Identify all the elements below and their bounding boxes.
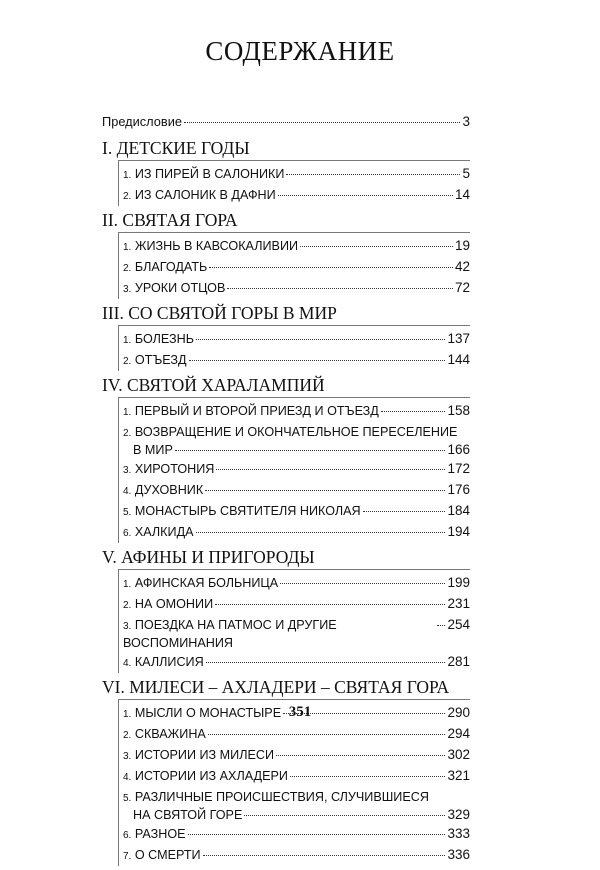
toc-item-label <box>123 826 186 844</box>
toc-item-text: КАЛЛИСИЯ <box>134 654 204 669</box>
toc-item-number: 2. <box>123 262 132 274</box>
toc-item-number: 4. <box>123 771 132 783</box>
toc-item <box>123 594 470 615</box>
toc-item <box>123 480 470 501</box>
toc-section-items <box>118 397 470 543</box>
dot-leader <box>196 532 446 533</box>
toc-item-label <box>123 331 194 349</box>
toc-item <box>123 236 470 257</box>
toc-item-number: 1. <box>123 406 132 418</box>
dot-leader <box>206 662 446 663</box>
toc-item-label <box>123 166 284 184</box>
dot-leader <box>437 625 445 626</box>
toc-item-text: ИЗ ПИРЕЙ В САЛОНИКИ <box>134 166 285 181</box>
toc-item <box>123 766 470 787</box>
toc-item-label <box>123 726 206 744</box>
toc-item <box>123 278 470 299</box>
toc-item-label-line1 <box>123 422 470 442</box>
toc-item-page: 176 <box>447 481 470 497</box>
dot-leader <box>280 583 445 584</box>
toc-item-number: 2. <box>123 729 132 741</box>
toc-item <box>123 350 470 371</box>
toc-item-label <box>123 617 435 651</box>
toc-item-text: БЛАГОДАТЬ <box>134 259 208 274</box>
toc-section-title: III. СО СВЯТОЙ ГОРЫ В МИР <box>102 303 337 323</box>
toc-preface-row <box>102 114 470 130</box>
toc-item-row <box>123 807 470 825</box>
toc-item-label <box>123 524 194 542</box>
toc-section-items <box>118 232 470 299</box>
toc-section-items <box>118 160 470 206</box>
toc-item-label <box>123 280 225 298</box>
toc-item-page: 137 <box>447 330 470 346</box>
toc-item <box>123 185 470 206</box>
toc-item-page: 294 <box>447 725 470 741</box>
toc-item-row <box>123 185 470 206</box>
dot-leader <box>381 411 446 412</box>
dot-leader <box>189 360 446 361</box>
dot-leader <box>175 450 446 451</box>
page-number: 351 <box>288 704 312 720</box>
toc-item <box>123 787 470 824</box>
toc-item <box>123 422 470 459</box>
dot-leader <box>203 855 446 856</box>
toc-item-page: 329 <box>447 806 470 822</box>
toc-item-number: 6. <box>123 527 132 539</box>
toc-section-title: V. АФИНЫ И ПРИГОРОДЫ <box>102 547 315 567</box>
toc-item <box>123 573 470 594</box>
toc-item-label <box>123 596 213 614</box>
toc-item-page: 144 <box>447 351 470 367</box>
toc-item-number: 6. <box>123 829 132 841</box>
toc-item-text: РАЗНОЕ <box>134 826 186 841</box>
toc-item-number: 2. <box>123 190 132 202</box>
toc-item-text: ХАЛКИДА <box>134 524 194 539</box>
toc-item-number: 1. <box>123 708 132 720</box>
toc-item-number: 4. <box>123 485 132 497</box>
dot-leader <box>209 267 453 268</box>
toc-item <box>123 459 470 480</box>
toc-item-text: О СМЕРТИ <box>134 847 201 862</box>
toc-section-title: I. ДЕТСКИЕ ГОДЫ <box>102 138 250 158</box>
dot-leader <box>196 339 445 340</box>
toc-item-number: 3. <box>123 464 132 476</box>
toc-item-page: 281 <box>447 653 470 669</box>
toc-item-text: ЖИЗНЬ В КАВСОКАЛИВИИ <box>134 238 299 253</box>
toc-item-number: 2. <box>123 599 132 611</box>
toc-item-page: 199 <box>447 574 470 590</box>
toc-item-page: 336 <box>447 846 470 862</box>
toc-item-label <box>123 768 288 786</box>
page-title: СОДЕРЖАНИЕ <box>205 36 395 66</box>
toc-item-label <box>123 482 203 500</box>
toc-item <box>123 824 470 845</box>
toc-item-row <box>123 724 470 745</box>
toc-item-page: 333 <box>447 825 470 841</box>
dot-leader <box>276 755 445 756</box>
toc-item-label <box>123 807 242 823</box>
dot-leader <box>290 776 446 777</box>
dot-leader <box>215 604 445 605</box>
dot-leader <box>184 122 461 123</box>
toc-item-row <box>123 329 470 350</box>
dot-leader <box>205 490 445 491</box>
toc-item-label <box>123 187 276 205</box>
toc-item-text: ОТЪЕЗД <box>134 352 187 367</box>
toc-item-page: 19 <box>454 237 470 253</box>
toc-item-row <box>123 615 470 652</box>
toc-item-text: ХИРОТОНИЯ <box>134 461 215 476</box>
toc-item-text: ИСТОРИИ ИЗ МИЛЕСИ <box>134 747 275 762</box>
toc-item-label-line1 <box>123 787 470 807</box>
dot-leader <box>278 195 453 196</box>
toc-item-row <box>123 766 470 787</box>
toc-item-page: 231 <box>447 595 470 611</box>
toc-item-page: 72 <box>454 279 470 295</box>
toc-item <box>123 745 470 766</box>
toc-item-text: НА ОМОНИИ <box>134 596 214 611</box>
toc-item-label <box>123 503 361 521</box>
dot-leader <box>188 834 446 835</box>
dot-leader <box>227 288 453 289</box>
toc-item-page: 5 <box>462 165 470 181</box>
toc-item-row <box>123 236 470 257</box>
toc-item <box>123 845 470 866</box>
preface-label: Предисловие <box>102 114 182 129</box>
toc-item-number: 1. <box>123 241 132 253</box>
toc-item-row <box>123 350 470 371</box>
toc-item-text: ДУХОВНИК <box>134 482 204 497</box>
toc-item-row <box>123 501 470 522</box>
toc-item-row <box>123 652 470 673</box>
toc-item-text: ПЕРВЫЙ И ВТОРОЙ ПРИЕЗД И ОТЪЕЗД <box>134 403 379 418</box>
toc-section-title: IV. СВЯТОЙ ХАРАЛАМПИЙ <box>102 375 325 395</box>
toc-item <box>123 652 470 673</box>
toc-item-number: 3. <box>123 283 132 295</box>
toc-item-label <box>123 654 204 672</box>
toc-item-number: 1. <box>123 169 132 181</box>
toc-section-items <box>118 325 470 371</box>
toc-item-text: ИСТОРИИ ИЗ АХЛАДЕРИ <box>134 768 288 783</box>
toc-item-number: 5. <box>123 506 132 518</box>
toc-item-number: 3. <box>123 750 132 762</box>
dot-leader <box>286 174 460 175</box>
toc-item-page: 321 <box>447 767 470 783</box>
dot-leader <box>216 469 445 470</box>
toc-item-page: 42 <box>454 258 470 274</box>
toc-item-label <box>123 238 298 256</box>
toc-item-row <box>123 401 470 422</box>
toc-item-row <box>123 480 470 501</box>
toc-item-text: АФИНСКАЯ БОЛЬНИЦА <box>134 575 279 590</box>
toc-item-row <box>123 824 470 845</box>
toc-item-page: 302 <box>447 746 470 762</box>
toc-item-row <box>123 164 470 185</box>
toc-item-text: БОЛЕЗНЬ <box>134 331 194 346</box>
toc-item-row <box>123 278 470 299</box>
toc-item <box>123 329 470 350</box>
toc-item-page: 194 <box>447 523 470 539</box>
toc-item <box>123 401 470 422</box>
toc-sections <box>102 138 470 866</box>
toc-item-label <box>123 403 379 421</box>
toc-item-page: 172 <box>447 460 470 476</box>
toc-section-items <box>118 569 470 673</box>
toc-item-text: ИЗ САЛОНИК В ДАФНИ <box>134 187 276 202</box>
dot-leader <box>208 734 446 735</box>
toc-item-text: УРОКИ ОТЦОВ <box>134 280 226 295</box>
toc-item-row <box>123 459 470 480</box>
toc-item-label <box>123 442 173 458</box>
toc-item-number: 3. <box>123 620 132 632</box>
toc-item-number: 1. <box>123 334 132 346</box>
toc-item-page: 254 <box>447 616 470 632</box>
toc-item-row <box>123 594 470 615</box>
toc-section-items <box>118 699 470 866</box>
toc-item-row <box>123 845 470 866</box>
toc-item-text: ВОЗВРАЩЕНИЕ И ОКОНЧАТЕЛЬНОЕ ПЕРЕСЕЛЕНИЕ <box>134 424 458 439</box>
toc-item-number: 4. <box>123 657 132 669</box>
toc-item <box>123 257 470 278</box>
toc-item <box>123 615 470 652</box>
toc-item-text: РАЗЛИЧНЫЕ ПРОИСШЕСТВИЯ, СЛУЧИВШИЕСЯ <box>134 789 429 804</box>
toc-item-page: 290 <box>447 704 470 720</box>
toc-item-label <box>123 747 274 765</box>
toc-item-row <box>123 522 470 543</box>
toc-section-title: II. СВЯТАЯ ГОРА <box>102 210 238 230</box>
dot-leader <box>244 815 445 816</box>
toc-item <box>123 522 470 543</box>
dot-leader <box>363 511 446 512</box>
toc-item-text: МОНАСТЫРЬ СВЯТИТЕЛЯ НИКОЛАЯ <box>134 503 361 518</box>
toc-item-label <box>123 461 214 479</box>
toc-item-label <box>123 847 201 865</box>
toc-item <box>123 501 470 522</box>
toc-item-text: МЫСЛИ О МОНАСТЫРЕ <box>134 705 282 720</box>
toc-item-label <box>123 259 207 277</box>
table-of-contents <box>102 114 470 870</box>
toc-section-title: VI. МИЛЕСИ – АХЛАДЕРИ – СВЯТАЯ ГОРА <box>102 677 450 697</box>
toc-item-row <box>123 745 470 766</box>
toc-item-label <box>123 352 187 370</box>
toc-item <box>123 164 470 185</box>
toc-item-number: 1. <box>123 578 132 590</box>
toc-item-text: НА СВЯТОЙ ГОРЕ <box>133 807 243 822</box>
toc-item-text: ПОЕЗДКА НА ПАТМОС И ДРУГИЕ ВОСПОМИНАНИЯ <box>123 617 337 650</box>
toc-item <box>123 724 470 745</box>
toc-item-page: 184 <box>447 502 470 518</box>
toc-item-number: 7. <box>123 850 132 862</box>
preface-page: 3 <box>462 114 470 129</box>
toc-item-page: 166 <box>447 441 470 457</box>
dot-leader <box>300 246 453 247</box>
toc-item-number: 5. <box>123 792 132 804</box>
toc-item-row <box>123 573 470 594</box>
toc-item-number: 2. <box>123 355 132 367</box>
toc-item-page: 158 <box>447 402 470 418</box>
toc-item-text: СКВАЖИНА <box>134 726 206 741</box>
toc-item-label <box>123 575 278 593</box>
toc-item-row <box>123 442 470 460</box>
toc-item-number: 2. <box>123 427 132 439</box>
toc-item-page: 14 <box>454 186 470 202</box>
toc-item-text: В МИР <box>133 442 173 457</box>
toc-item-row <box>123 257 470 278</box>
